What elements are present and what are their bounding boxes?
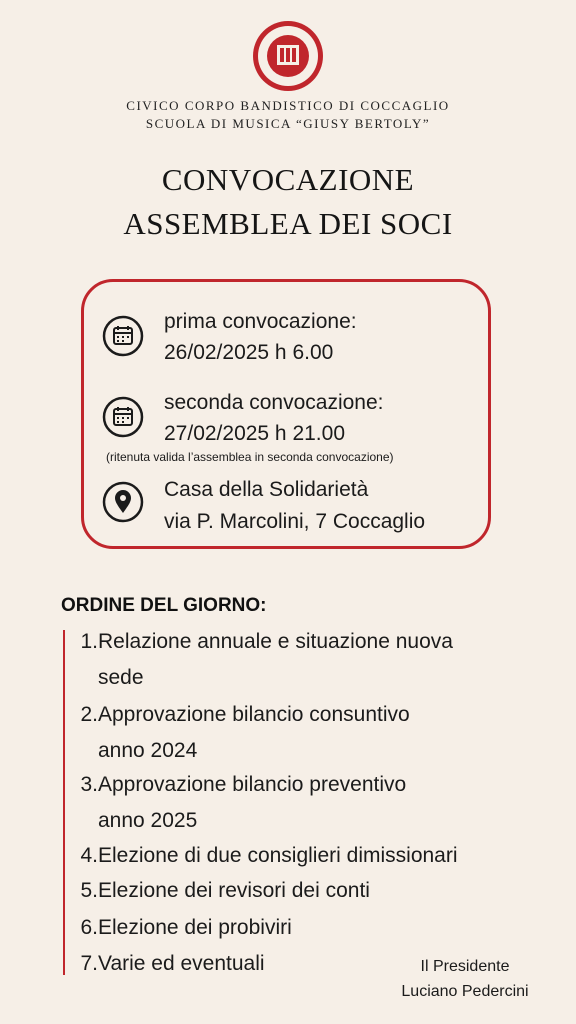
agenda-item-text: Approvazione bilancio consuntivo [98, 703, 410, 726]
school-name: SCUOLA DI MUSICA “GIUSY BERTOLY” [145, 116, 431, 131]
agenda-item [74, 838, 458, 874]
agenda-item [74, 873, 370, 909]
agenda-item-text: Elezione dei revisori dei conti [98, 879, 370, 902]
venue-address: via P. Marcolini, 7 Coccaglio [164, 510, 426, 533]
agenda-item-number: 6. [80, 916, 98, 939]
agenda-item-text: Varie ed eventuali [98, 952, 265, 975]
agenda-item [74, 946, 265, 982]
second-convocation-datetime: 27/02/2025 h 21.00 [164, 422, 346, 445]
agenda-heading: ORDINE DEL GIORNO: [61, 595, 267, 616]
first-convocation-label: prima convocazione: [164, 310, 357, 333]
validity-note: (ritenuta valida l’assemblea in seconda convocazione) [106, 450, 394, 464]
agenda-item-text: Elezione di due consiglieri dimissionari [98, 844, 458, 867]
agenda-item-number: 5. [80, 879, 98, 902]
agenda-item-number: 2. [80, 703, 98, 726]
president-name: Luciano Pedercini [401, 983, 529, 1000]
agenda-item-continuation: anno 2024 [98, 739, 198, 762]
calendar-icon [102, 315, 144, 357]
second-convocation-label: seconda convocazione: [164, 391, 384, 414]
location-pin-icon [102, 481, 144, 523]
agenda-item-text: Relazione annuale e situazione nuova [98, 630, 453, 653]
band-logo [252, 20, 324, 92]
agenda-item [74, 910, 292, 946]
org-name: CIVICO CORPO BANDISTICO DI COCCAGLIO [126, 98, 450, 113]
calendar-icon [102, 396, 144, 438]
agenda-item-number: 4. [80, 844, 98, 867]
agenda-item-number: 1. [80, 630, 98, 653]
agenda-item-text: Approvazione bilancio preventivo [98, 773, 407, 796]
agenda-item [74, 767, 406, 839]
agenda-item-number: 7. [80, 952, 98, 975]
agenda-item-text: Elezione dei probiviri [98, 916, 292, 939]
agenda-item [74, 697, 410, 769]
agenda-item-continuation: sede [98, 666, 144, 689]
president-title: Il Presidente [420, 958, 510, 975]
agenda-item [74, 624, 453, 696]
first-convocation-datetime: 26/02/2025 h 6.00 [164, 341, 334, 364]
venue-name: Casa della Solidarietà [164, 478, 369, 501]
agenda-item-continuation: anno 2025 [98, 809, 198, 832]
title-line-2: ASSEMBLEA DEI SOCI [123, 206, 453, 241]
agenda-item-number: 3. [80, 773, 98, 796]
title-line-1: CONVOCAZIONE [161, 162, 415, 197]
agenda-divider-line [63, 630, 65, 975]
